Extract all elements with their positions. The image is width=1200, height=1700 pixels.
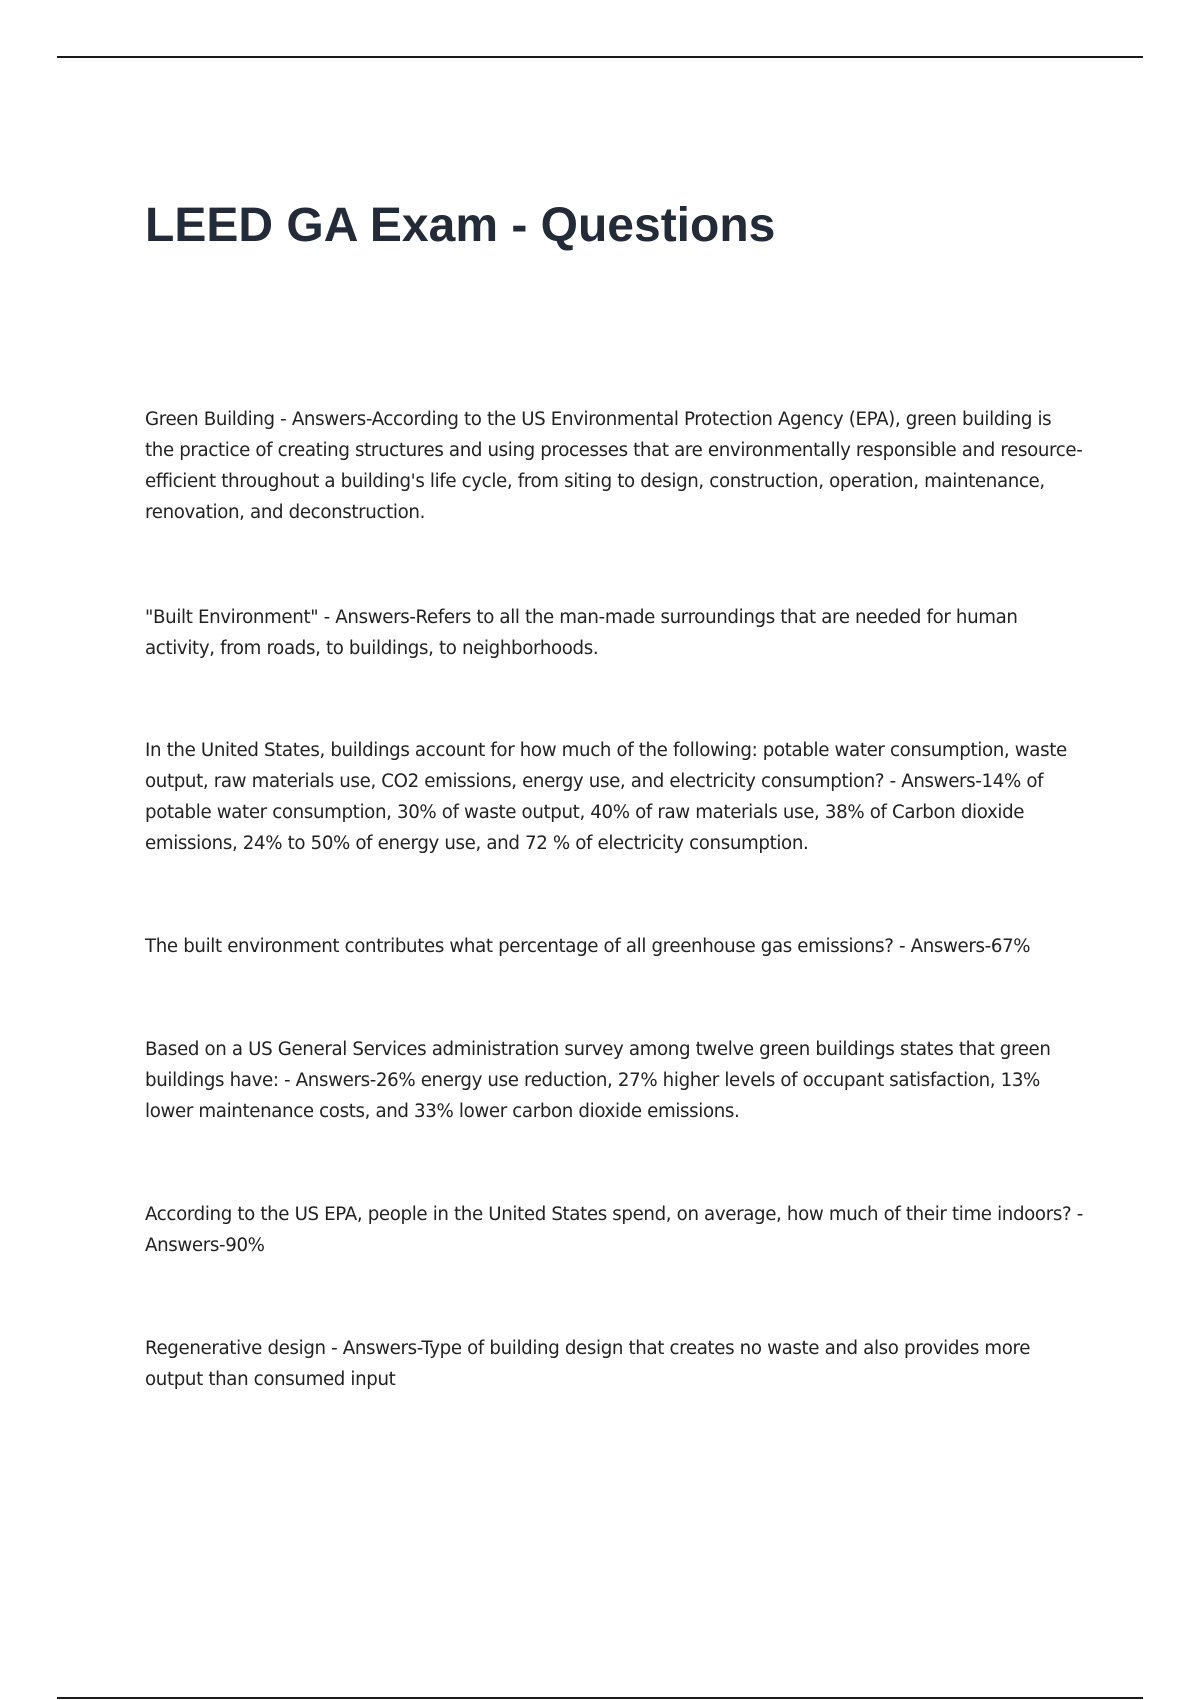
top-rule <box>57 56 1143 58</box>
qa-entry-green-building: Green Building - Answers-According to the US Environmental Protection Agency (EPA), green building is the practice of creating structures and using processes that are environmentally responsible and resource-efficient throughout a building's life cycle, from siting to design, construction, operation, maintenance, renovation, and deconstruction. <box>145 409 1083 523</box>
document-title: LEED GA Exam - Questions <box>145 199 776 252</box>
bottom-rule <box>57 1697 1143 1699</box>
qa-entry-greenhouse-gas: The built environment contributes what percentage of all greenhouse gas emissions? - Answers-67% <box>145 936 1031 957</box>
qa-entry-gsa-survey: Based on a US General Services administration survey among twelve green buildings states that green buildings have: - Answers-26% energy use reduction, 27% higher levels of occupant satisfaction, 13% lower maintenance costs, and 33% lower carbon dioxide emissions. <box>145 1039 1051 1122</box>
qa-entry-time-indoors: According to the US EPA, people in the United States spend, on average, how much of their time indoors? - Answers-90% <box>145 1204 1083 1256</box>
qa-entry-building-resource-use: In the United States, buildings account for how much of the following: potable water consumption, waste output, raw materials use, CO2 emissions, energy use, and electricity consumption? - Answers-14% of potable water consumption, 30% of waste output, 40% of raw materials use, 38% of Carbon dioxide emissions, 24% to 50% of energy use, and 72 % of electricity consumption. <box>145 740 1067 854</box>
qa-entry-regenerative-design: Regenerative design - Answers-Type of building design that creates no waste and also provides more output than consumed input <box>145 1338 1031 1390</box>
qa-entry-built-environment: "Built Environment" - Answers-Refers to all the man-made surroundings that are needed for human activity, from roads, to buildings, to neighborhoods. <box>145 607 1018 659</box>
